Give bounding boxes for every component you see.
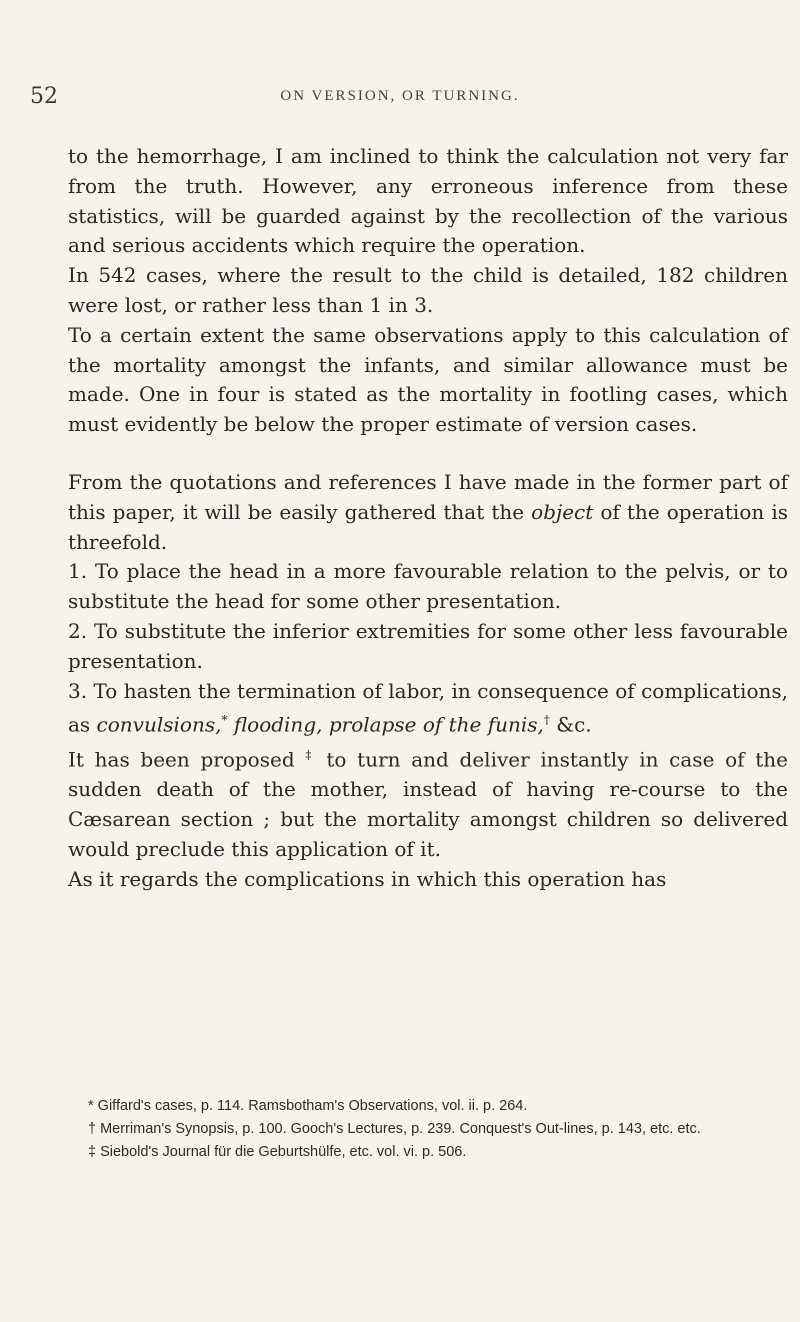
page-header [30, 84, 770, 114]
footnote-ref-3: ‡ [305, 747, 316, 762]
page-number: 52 [30, 84, 58, 109]
footnote-2: † Merriman's Synopsis, p. 100. Gooch's Lectures, p. 239. Conquest's Out-lines, p. 143, etc. etc. [88, 1121, 701, 1137]
body-text [68, 142, 788, 894]
footnote-ref-2: † [543, 713, 550, 728]
paragraph-3: To a certain extent the same observations apply to this calculation of the mortality amongst the infants, and similar allowance must be made. One in four is stated as the mortality in footling cases, which must evidently be below the proper estimate of version cases. [68, 322, 788, 437]
list-item-2: 2. To substitute the inferior extremities for some other less favourable presentation. [68, 618, 788, 673]
list-item-3: 3. To hasten the termination of labor, in consequence of complications, as convulsions,* flooding, prolapse of the funis,† &c. [68, 678, 788, 737]
object-emphasis: object [531, 499, 594, 524]
footnotes [68, 1095, 784, 1164]
paragraph-6: As it regards the complications in which this operation has [68, 866, 667, 891]
footnote-ref-1: * [221, 713, 228, 728]
paragraph-5: It has been proposed ‡ to turn and deliver instantly in case of the sudden death of the mother, instead of having re-course to the Cæsarean section ; but the mortality amongst children so delivered would preclude this application of it. [68, 747, 789, 861]
paragraph-4: From the quotations and references I have made in the former part of this paper, it will be easily gathered that the object of the operation is threefold. [68, 469, 788, 554]
footnote-1: * Giffard's cases, p. 114. Ramsbotham's Observations, vol. ii. p. 264. [88, 1098, 528, 1114]
paragraph-2: In 542 cases, where the result to the child is detailed, 182 children were lost, or rather less than 1 in 3. [68, 263, 788, 317]
list-item-1: 1. To place the head in a more favourable relation to the pelvis, or to substitute the head for some other presentation. [68, 559, 788, 614]
running-title: ON VERSION, OR TURNING. [280, 88, 520, 104]
paragraph-1: to the hemorrhage, I am inclined to think the calculation not very far from the truth. However, any erroneous inference from these statistics, will be guarded against by the recollection of the various and serious accidents which require the operation. [68, 144, 788, 258]
footnote-3: ‡ Siebold's Journal für die Geburtshülfe, etc. vol. vi. p. 506. [88, 1144, 467, 1160]
